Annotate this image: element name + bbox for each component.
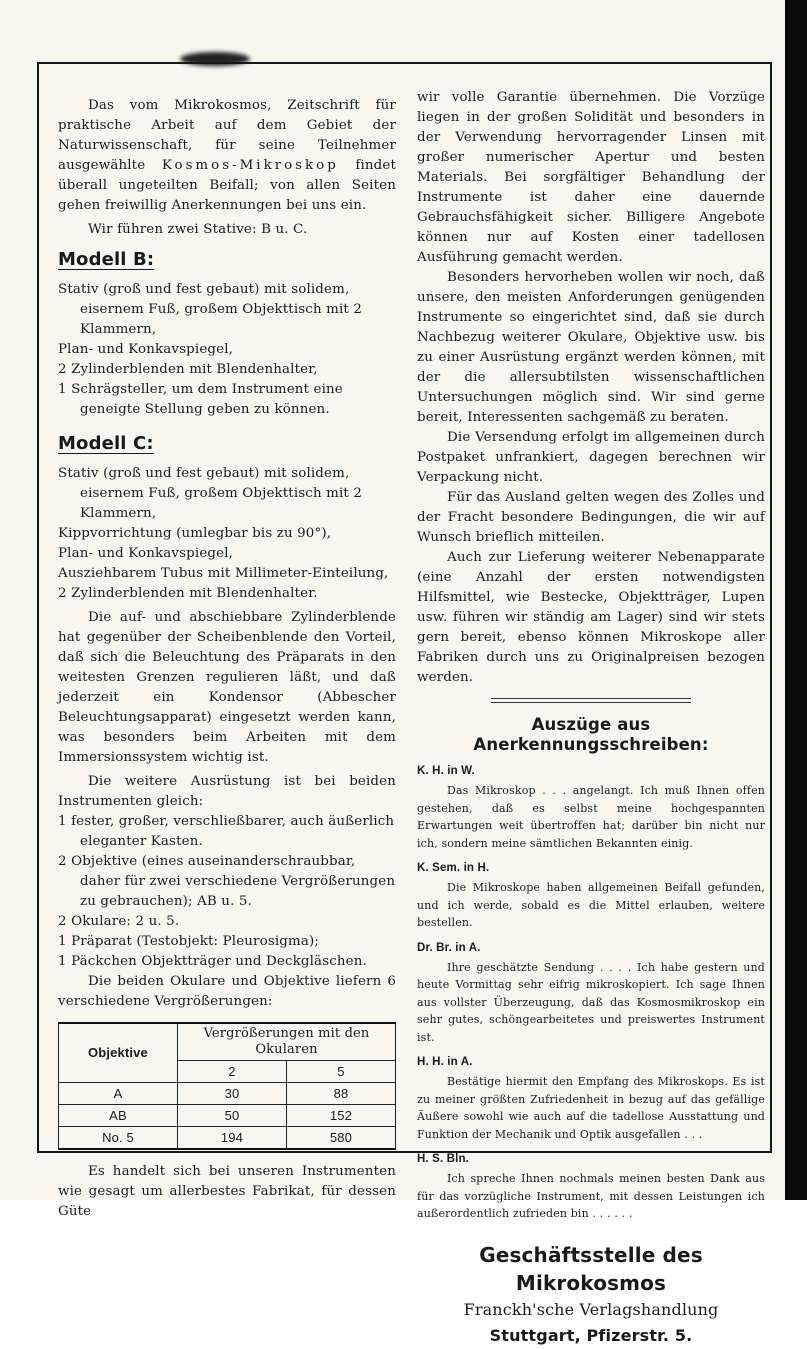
equipment-paragraph: Die weitere Ausrüstung ist bei beiden Instrumenten gleich: bbox=[58, 774, 396, 809]
list-item: Plan- und Konkavspiegel, bbox=[58, 342, 234, 357]
list-item: 2 Okulare: 2 u. 5. bbox=[58, 914, 180, 929]
table-cell: 580 bbox=[286, 1127, 395, 1150]
list-item: 2 Zylinderblenden mit Blendenhalter, bbox=[58, 362, 318, 377]
model-c-list bbox=[58, 464, 396, 604]
list-item: Ausziehbarem Tubus mit Millimeter-Einteilung, bbox=[58, 566, 389, 581]
table-sub-header: 5 bbox=[286, 1061, 395, 1083]
excerpt-text: Die Mikroskope haben allgemeinen Beifall gefunden, und ich werde, sobald es die Mittel erlauben, weitere bestellen. bbox=[417, 881, 765, 929]
excerpt bbox=[417, 761, 765, 852]
list-item: 2 Objektive (eines auseinanderschraubbar, daher für zwei verschiedene Vergrößerungen zu gebrauchen); AB u. 5. bbox=[58, 854, 396, 909]
excerpt-text: Das Mikroskop . . . angelangt. Ich muß Ihnen offen gestehen, daß es selbst meine hochgespannten Erwartungen weit übertroffen hat; darüber bin nicht nur ich, sondern meine sämtlichen Bekannten einig. bbox=[417, 784, 765, 850]
excerpts-heading: Auszüge aus Anerkennungsschreiben: bbox=[473, 715, 709, 754]
section-divider bbox=[491, 698, 691, 703]
equipment-list bbox=[58, 812, 396, 972]
intro-text: Das vom Mikrokosmos, Zeitschrift für praktische Arbeit auf dem Gebiet der Naturwissenschaft, für seine Teilnehmer ausgewählte bbox=[58, 98, 396, 173]
extension-paragraph: Besonders hervorheben wollen wir noch, daß unsere, den meisten Anforderungen genügenden Instrumente so eingerichtet sind, daß sie durch Nachbezug weiterer Okulare, Objektive usw. bis zu einer Ausrüstung ergänzt werden können, mit der die allersubtilsten wissenschaftlichen Untersuchungen möglich sind. Wir sind gerne bereit, Interessenten sachgemäß zu beraten. bbox=[417, 270, 765, 425]
accessories-paragraph: Auch zur Lieferung weiterer Nebenapparate (eine Anzahl der ersten notwendigsten Hilfsmittel, wie Bestecke, Objektträger, Lupen usw. führen wir ständig am Lager) sind wir stets gern bereit, ebenso können Mikroskope aller Fabriken durch uns zu Originalpreisen bezogen werden. bbox=[417, 550, 765, 685]
excerpt-source: H. H. in A. bbox=[417, 1056, 473, 1068]
publisher-name: Franckh'sche Verlagshandlung bbox=[463, 1299, 719, 1319]
excerpt bbox=[417, 1149, 765, 1223]
table-cell: 88 bbox=[286, 1083, 395, 1105]
excerpt bbox=[417, 858, 765, 932]
publisher-city: Stuttgart, Pfizerstr. 5. bbox=[489, 1325, 693, 1345]
table-col-header: Objektive bbox=[59, 1023, 178, 1083]
list-item: Kippvorrichtung (umlegbar bis zu 90°), bbox=[58, 526, 332, 541]
left-column bbox=[58, 96, 396, 1222]
guarantee-paragraph: wir volle Garantie übernehmen. Die Vorzüge liegen in der großen Solidität und besonders in der Verwendung hervorragender Linsen mit großer numerischer Apertur und besten Materials. Bei sorgfältiger Behandlung der Instrumente ist daher eine dauernde Gebrauchsfähigkeit sicher. Billigere Angebote können nur auf Kosten einer tadellosen Ausführung gemacht werden. bbox=[417, 90, 765, 265]
list-item: Plan- und Konkavspiegel, bbox=[58, 546, 234, 561]
table-sub-header: 2 bbox=[178, 1061, 287, 1083]
intro-paragraph bbox=[58, 96, 396, 216]
shipping-paragraph: Die Versendung erfolgt im allgemeinen durch Postpaket unfrankiert, dagegen berechnen wir Verpackung nicht. bbox=[417, 430, 765, 485]
final-paragraph: Es handelt sich bei unseren Instrumenten wie gesagt um allerbestes Fabrikat, für dessen Güte bbox=[58, 1164, 396, 1219]
list-item: 1 fester, großer, verschließbarer, auch äußerlich eleganter Kasten. bbox=[58, 814, 395, 849]
excerpt bbox=[417, 1052, 765, 1143]
right-column bbox=[417, 88, 765, 1349]
scan-edge bbox=[785, 0, 807, 1200]
table-cell: AB bbox=[59, 1105, 178, 1127]
model-b-list bbox=[58, 280, 396, 420]
list-item: 1 Präparat (Testobjekt: Pleurosigma); bbox=[58, 934, 320, 949]
table-cell: 30 bbox=[178, 1083, 287, 1105]
magnification-table bbox=[58, 1022, 396, 1150]
office-name: Geschäftsstelle des Mikrokosmos bbox=[479, 1242, 703, 1295]
list-item: 1 Päckchen Objektträger und Deckgläschen. bbox=[58, 954, 367, 969]
table-row bbox=[59, 1083, 396, 1105]
excerpt-text: Ich spreche Ihnen nochmals meinen besten Dank aus für das vorzügliche Instrument, mit dessen Leistungen ich außerordentlich zufrieden bin . . . . . . bbox=[417, 1172, 765, 1220]
table-cell: 50 bbox=[178, 1105, 287, 1127]
table-cell: A bbox=[59, 1083, 178, 1105]
list-item: 1 Schrägsteller, um dem Instrument eine geneigte Stellung geben zu können. bbox=[58, 382, 343, 417]
list-item: 2 Zylinderblenden mit Blendenhalter. bbox=[58, 586, 318, 601]
excerpt-source: H. S. Bln. bbox=[417, 1153, 469, 1165]
table-cell: 152 bbox=[286, 1105, 395, 1127]
stative-line: Wir führen zwei Stative: B u. C. bbox=[88, 222, 308, 237]
table-row bbox=[59, 1127, 396, 1150]
model-c-heading: Modell C: bbox=[58, 433, 154, 454]
excerpt bbox=[417, 938, 765, 1047]
table-cell: No. 5 bbox=[59, 1127, 178, 1150]
excerpt-text: Ihre geschätzte Sendung . . . . Ich habe gestern und heute Vormittag sehr eifrig mikroskopiert. Ich sage Ihnen aus vollster Überzeugung, daß das Kosmosmikroskop ein sehr gutes, schöngearbeitetes und preiswertes Instrument ist. bbox=[417, 960, 765, 1044]
excerpt-text: Bestätige hiermit den Empfang des Mikroskops. Es ist zu meiner größten Zufriedenheit in bezug auf das gefällige Äußere sowohl wie auch auf die tadellose Ausstattung und Funktion der Mechanik und Optik ausgefallen . . . bbox=[417, 1075, 765, 1141]
table-group-header: Vergrößerungen mit den Okularen bbox=[178, 1023, 396, 1061]
excerpt-source: Dr. Br. in A. bbox=[417, 941, 481, 954]
excerpt-source: K. Sem. in H. bbox=[417, 862, 490, 874]
abroad-paragraph: Für das Ausland gelten wegen des Zolles und der Fracht besondere Bedingungen, die wir auf Wunsch brieflich mitteilen. bbox=[417, 490, 765, 545]
blende-paragraph: Die auf- und abschiebbare Zylinderblende hat gegenüber der Scheibenblende den Vorteil, daß sich die Beleuchtung des Präparats in den weitesten Grenzen regulieren läßt, und daß jederzeit ein Kondensor (Abbescher Beleuchtungsapparat) eingesetzt werden kann, was besonders beim Arbeiten mit dem Immersionssystem wichtig ist. bbox=[58, 610, 396, 765]
excerpt-source: K. H. in W. bbox=[417, 765, 475, 777]
table-cell: 194 bbox=[178, 1127, 287, 1150]
intro-product-name: Kosmos-Mikroskop bbox=[161, 158, 339, 173]
enlargement-paragraph: Die beiden Okulare und Objektive liefern 6 verschiedene Vergrößerungen: bbox=[58, 974, 396, 1009]
publisher-address bbox=[417, 1241, 765, 1349]
table-row bbox=[59, 1105, 396, 1127]
list-item: Stativ (groß und fest gebaut) mit solidem, eisernem Fuß, großem Objekttisch mit 2 Klammern, bbox=[58, 466, 363, 521]
model-b-heading: Modell B: bbox=[58, 249, 155, 270]
list-item: Stativ (groß und fest gebaut) mit solidem, eisernem Fuß, großem Objekttisch mit 2 Klammern, bbox=[58, 282, 363, 337]
intro-text-end: findet überall ungeteilten Beifall; von allen Seiten gehen freiwillig Anerkennungen bei uns ein. bbox=[58, 158, 396, 213]
